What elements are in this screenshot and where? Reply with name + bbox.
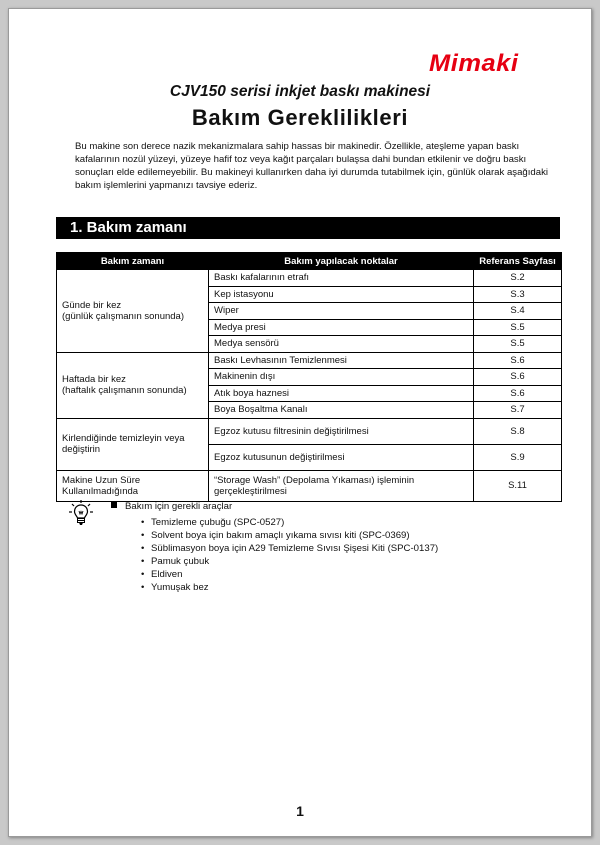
intro-paragraph: Bu makine son derece nazik mekanizmalara sahip hassas bir makinedir. Özellikle, ateşleme yapan baskı kafalarının nozül yüzeyi, yüzeye hafif toz veya kağıt parçaları bulaşsa dahi bundan etkilenir ve doğru baskı sonuçları elde edilemeyebilir. Bu makineyi kullanırken daha iyi durumda tutabilmek için, günlük olarak aşağıdaki bakım işlemlerini yapmanızı tavsiye ederiz. <box>75 141 549 191</box>
list-item: • Yumuşak bez <box>141 582 209 594</box>
maintenance-time: Haftada bir kez (haftalık çalışmanın sonunda) <box>62 374 187 396</box>
mimaki-logo: Mimaki <box>429 50 519 77</box>
maintenance-item: Wiper <box>209 303 474 320</box>
maintenance-table <box>56 252 562 502</box>
tools-heading <box>111 501 232 512</box>
reference-page: S.8 <box>474 418 562 444</box>
maintenance-time-cell <box>57 418 209 470</box>
table-row <box>57 418 562 444</box>
list-item: • Solvent boya için bakım amaçlı yıkama sıvısı kiti (SPC-0369) <box>141 530 410 542</box>
document-page <box>8 8 592 837</box>
reference-page: S.3 <box>474 286 562 303</box>
tools-list <box>141 516 438 595</box>
reference-page: S.11 <box>474 470 562 501</box>
reference-page: S.4 <box>474 303 562 320</box>
table-row <box>57 470 562 501</box>
square-bullet-icon <box>111 502 117 508</box>
list-item: • Pamuk çubuk <box>141 556 210 568</box>
maintenance-item: Baskı kafalarının etrafı <box>209 270 474 287</box>
section-heading: 1. Bakım zamanı <box>56 217 560 239</box>
maintenance-item: Makinenin dışı <box>209 369 474 386</box>
reference-page: S.7 <box>474 402 562 419</box>
maintenance-item: Baskı Levhasının Temizlenmesi <box>209 352 474 369</box>
maintenance-time-cell <box>57 352 209 418</box>
maintenance-item: “Storage Wash” (Depolama Yıkaması) işleminin gerçekleştirilmesi <box>209 470 474 501</box>
reference-page: S.6 <box>474 369 562 386</box>
maintenance-time-cell <box>57 470 209 501</box>
bullet-icon: • <box>141 569 145 581</box>
maintenance-item: Egzoz kutusu filtresinin değiştirilmesi <box>209 418 474 444</box>
document-subtitle: CJV150 serisi inkjet baskı makinesi <box>169 83 431 100</box>
maintenance-time: Kirlendiğinde temizleyin veya değiştirin <box>62 433 185 455</box>
column-header: Bakım zamanı <box>57 253 209 270</box>
list-item: • Eldiven <box>141 569 183 581</box>
reference-page: S.5 <box>474 319 562 336</box>
bullet-icon: • <box>141 517 145 528</box>
bullet-icon: • <box>141 530 145 542</box>
maintenance-item: Medya presi <box>209 319 474 336</box>
reference-page: S.6 <box>474 385 562 402</box>
list-item: • Süblimasyon boya için A29 Temizleme Sıvısı Şişesi Kiti (SPC-0137) <box>141 543 439 555</box>
maintenance-time: Günde bir kez (günlük çalışmanın sonunda) <box>62 299 184 322</box>
column-header: Referans Sayfası <box>474 253 562 270</box>
reference-page: S.9 <box>474 444 562 470</box>
table-header-row <box>57 253 562 270</box>
maintenance-item: Egzoz kutusunun değiştirilmesi <box>209 444 474 470</box>
maintenance-item: Atık boya haznesi <box>209 385 474 402</box>
table-row <box>57 270 562 287</box>
bullet-icon: • <box>141 543 145 555</box>
column-header: Bakım yapılacak noktalar <box>209 253 474 270</box>
table-row <box>57 352 562 369</box>
list-item: • Temizleme çubuğu (SPC-0527) <box>141 517 285 528</box>
lightbulb-icon <box>69 499 93 527</box>
maintenance-time-cell <box>57 270 209 353</box>
document-title: Bakım Gereklilikleri <box>191 105 409 130</box>
tools-heading-text: Bakım için gerekli araçlar <box>125 501 233 512</box>
maintenance-item: Boya Boşaltma Kanalı <box>209 402 474 419</box>
bullet-icon: • <box>141 582 145 594</box>
page-number: 1 <box>296 803 304 819</box>
reference-page: S.2 <box>474 270 562 287</box>
reference-page: S.6 <box>474 352 562 369</box>
maintenance-time: Makine Uzun Süre Kullanılmadığında <box>62 474 141 497</box>
reference-page: S.5 <box>474 336 562 353</box>
maintenance-item: Medya sensörü <box>209 336 474 353</box>
bullet-icon: • <box>141 556 145 568</box>
maintenance-item: Kep istasyonu <box>209 286 474 303</box>
